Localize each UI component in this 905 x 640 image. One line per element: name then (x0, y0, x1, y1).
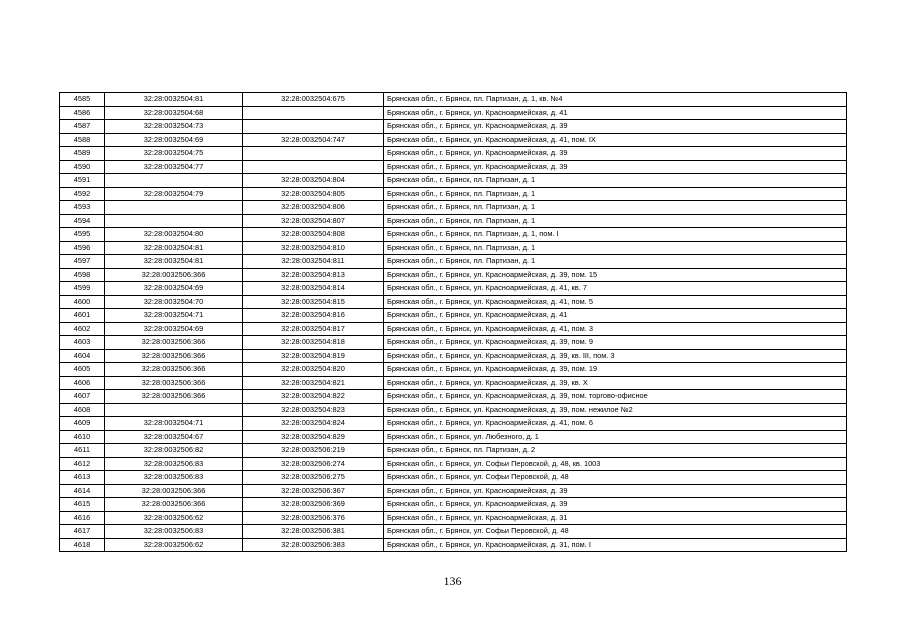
land-cadastral-number-cell: 32:28:0032506:366 (105, 363, 243, 377)
table-row (60, 376, 847, 390)
table-row (60, 187, 847, 201)
table-row (60, 106, 847, 120)
object-cadastral-number-cell: 32:28:0032504:824 (243, 417, 384, 431)
address-cell: Брянская обл., г. Брянск, ул. Красноармейская, д. 41, пом. 5 (384, 295, 847, 309)
object-cadastral-number-cell: 32:28:0032504:818 (243, 336, 384, 350)
land-cadastral-number-cell: 32:28:0032504:70 (105, 295, 243, 309)
table-row (60, 228, 847, 242)
row-number-cell: 4604 (60, 349, 105, 363)
address-cell: Брянская обл., г. Брянск, ул. Красноармейская, д. 39 (384, 160, 847, 174)
table-row (60, 430, 847, 444)
address-cell: Брянская обл., г. Брянск, ул. Софьи Перовской, д. 48 (384, 525, 847, 539)
address-cell: Брянская обл., г. Брянск, пл. Партизан, д. 1 (384, 187, 847, 201)
land-cadastral-number-cell (105, 403, 243, 417)
land-cadastral-number-cell: 32:28:0032506:83 (105, 457, 243, 471)
row-number-cell: 4601 (60, 309, 105, 323)
object-cadastral-number-cell: 32:28:0032504:817 (243, 322, 384, 336)
address-cell: Брянская обл., г. Брянск, ул. Любезного, д. 1 (384, 430, 847, 444)
table-row (60, 363, 847, 377)
land-cadastral-number-cell: 32:28:0032506:366 (105, 268, 243, 282)
land-cadastral-number-cell: 32:28:0032504:69 (105, 282, 243, 296)
land-cadastral-number-cell: 32:28:0032504:71 (105, 417, 243, 431)
row-number-cell: 4612 (60, 457, 105, 471)
address-cell: Брянская обл., г. Брянск, ул. Красноармейская, д. 41, пом. 6 (384, 417, 847, 431)
table-row (60, 295, 847, 309)
row-number-cell: 4614 (60, 484, 105, 498)
address-cell: Брянская обл., г. Брянск, ул. Софьи Перовской, д. 48 (384, 471, 847, 485)
row-number-cell: 4616 (60, 511, 105, 525)
object-cadastral-number-cell: 32:28:0032506:367 (243, 484, 384, 498)
object-cadastral-number-cell: 32:28:0032504:819 (243, 349, 384, 363)
table-row (60, 336, 847, 350)
land-cadastral-number-cell: 32:28:0032506:366 (105, 498, 243, 512)
land-cadastral-number-cell: 32:28:0032504:81 (105, 255, 243, 269)
land-cadastral-number-cell: 32:28:0032504:80 (105, 228, 243, 242)
object-cadastral-number-cell: 32:28:0032506:381 (243, 525, 384, 539)
row-number-cell: 4592 (60, 187, 105, 201)
row-number-cell: 4589 (60, 147, 105, 161)
row-number-cell: 4585 (60, 93, 105, 107)
land-cadastral-number-cell (105, 174, 243, 188)
object-cadastral-number-cell: 32:28:0032506:275 (243, 471, 384, 485)
object-cadastral-number-cell: 32:28:0032506:274 (243, 457, 384, 471)
object-cadastral-number-cell: 32:28:0032504:822 (243, 390, 384, 404)
row-number-cell: 4586 (60, 106, 105, 120)
land-cadastral-number-cell (105, 201, 243, 215)
land-cadastral-number-cell: 32:28:0032506:366 (105, 484, 243, 498)
object-cadastral-number-cell: 32:28:0032504:815 (243, 295, 384, 309)
land-cadastral-number-cell: 32:28:0032504:69 (105, 133, 243, 147)
table-row (60, 174, 847, 188)
table-row (60, 525, 847, 539)
row-number-cell: 4595 (60, 228, 105, 242)
address-cell: Брянская обл., г. Брянск, пл. Партизан, д. 1, пом. I (384, 228, 847, 242)
table-row (60, 201, 847, 215)
address-cell: Брянская обл., г. Брянск, пл. Партизан, д. 2 (384, 444, 847, 458)
address-cell: Брянская обл., г. Брянск, ул. Красноармейская, д. 31, пом. I (384, 538, 847, 552)
address-cell: Брянская обл., г. Брянск, ул. Красноармейская, д. 41, кв. 7 (384, 282, 847, 296)
land-cadastral-number-cell (105, 214, 243, 228)
table-row (60, 120, 847, 134)
address-cell: Брянская обл., г. Брянск, пл. Партизан, д. 1, кв. №4 (384, 93, 847, 107)
table-row (60, 214, 847, 228)
table-row (60, 160, 847, 174)
row-number-cell: 4598 (60, 268, 105, 282)
table-row (60, 93, 847, 107)
address-cell: Брянская обл., г. Брянск, пл. Партизан, д. 1 (384, 174, 847, 188)
row-number-cell: 4593 (60, 201, 105, 215)
land-cadastral-number-cell: 32:28:0032506:83 (105, 525, 243, 539)
address-cell: Брянская обл., г. Брянск, ул. Красноармейская, д. 39, кв. X (384, 376, 847, 390)
land-cadastral-number-cell: 32:28:0032504:73 (105, 120, 243, 134)
table-row (60, 309, 847, 323)
land-cadastral-number-cell: 32:28:0032506:366 (105, 376, 243, 390)
row-number-cell: 4615 (60, 498, 105, 512)
object-cadastral-number-cell (243, 106, 384, 120)
row-number-cell: 4596 (60, 241, 105, 255)
address-cell: Брянская обл., г. Брянск, ул. Красноармейская, д. 31 (384, 511, 847, 525)
row-number-cell: 4617 (60, 525, 105, 539)
table-row (60, 147, 847, 161)
page-number: 136 (443, 574, 462, 588)
table-row (60, 268, 847, 282)
address-cell: Брянская обл., г. Брянск, ул. Красноармейская, д. 39, пом. торгово-офисное (384, 390, 847, 404)
object-cadastral-number-cell: 32:28:0032504:807 (243, 214, 384, 228)
table-row (60, 471, 847, 485)
object-cadastral-number-cell: 32:28:0032504:820 (243, 363, 384, 377)
address-cell: Брянская обл., г. Брянск, пл. Партизан, д. 1 (384, 214, 847, 228)
object-cadastral-number-cell: 32:28:0032504:805 (243, 187, 384, 201)
address-cell: Брянская обл., г. Брянск, ул. Красноармейская, д. 39 (384, 120, 847, 134)
object-cadastral-number-cell: 32:28:0032506:219 (243, 444, 384, 458)
object-cadastral-number-cell: 32:28:0032504:813 (243, 268, 384, 282)
object-cadastral-number-cell: 32:28:0032504:808 (243, 228, 384, 242)
address-cell: Брянская обл., г. Брянск, пл. Партизан, д. 1 (384, 201, 847, 215)
land-cadastral-number-cell: 32:28:0032506:62 (105, 538, 243, 552)
object-cadastral-number-cell: 32:28:0032506:383 (243, 538, 384, 552)
row-number-cell: 4603 (60, 336, 105, 350)
object-cadastral-number-cell: 32:28:0032506:376 (243, 511, 384, 525)
land-cadastral-number-cell: 32:28:0032504:77 (105, 160, 243, 174)
land-cadastral-number-cell: 32:28:0032504:81 (105, 241, 243, 255)
row-number-cell: 4597 (60, 255, 105, 269)
land-cadastral-number-cell: 32:28:0032504:71 (105, 309, 243, 323)
row-number-cell: 4610 (60, 430, 105, 444)
row-number-cell: 4618 (60, 538, 105, 552)
land-cadastral-number-cell: 32:28:0032506:62 (105, 511, 243, 525)
object-cadastral-number-cell: 32:28:0032504:823 (243, 403, 384, 417)
row-number-cell: 4605 (60, 363, 105, 377)
address-cell: Брянская обл., г. Брянск, ул. Красноармейская, д. 39, пом. нежилое №2 (384, 403, 847, 417)
row-number-cell: 4608 (60, 403, 105, 417)
object-cadastral-number-cell: 32:28:0032504:814 (243, 282, 384, 296)
table-row (60, 417, 847, 431)
row-number-cell: 4590 (60, 160, 105, 174)
address-cell: Брянская обл., г. Брянск, ул. Красноармейская, д. 41 (384, 106, 847, 120)
table-row (60, 511, 847, 525)
row-number-cell: 4591 (60, 174, 105, 188)
land-cadastral-number-cell: 32:28:0032504:68 (105, 106, 243, 120)
object-cadastral-number-cell: 32:28:0032504:804 (243, 174, 384, 188)
table-row (60, 282, 847, 296)
row-number-cell: 4587 (60, 120, 105, 134)
property-register-table (59, 92, 847, 552)
address-cell: Брянская обл., г. Брянск, ул. Красноармейская, д. 39, пом. 9 (384, 336, 847, 350)
row-number-cell: 4588 (60, 133, 105, 147)
table-row (60, 498, 847, 512)
row-number-cell: 4613 (60, 471, 105, 485)
address-cell: Брянская обл., г. Брянск, ул. Красноармейская, д. 39 (384, 498, 847, 512)
object-cadastral-number-cell: 32:28:0032506:369 (243, 498, 384, 512)
object-cadastral-number-cell: 32:28:0032504:821 (243, 376, 384, 390)
land-cadastral-number-cell: 32:28:0032504:81 (105, 93, 243, 107)
address-cell: Брянская обл., г. Брянск, ул. Красноармейская, д. 41, пом. IX (384, 133, 847, 147)
land-cadastral-number-cell: 32:28:0032504:75 (105, 147, 243, 161)
register-table-body (60, 93, 847, 552)
table-row (60, 390, 847, 404)
table-row (60, 538, 847, 552)
land-cadastral-number-cell: 32:28:0032506:83 (105, 471, 243, 485)
address-cell: Брянская обл., г. Брянск, ул. Красноармейская, д. 39, пом. 19 (384, 363, 847, 377)
row-number-cell: 4606 (60, 376, 105, 390)
land-cadastral-number-cell: 32:28:0032506:366 (105, 349, 243, 363)
object-cadastral-number-cell: 32:28:0032504:829 (243, 430, 384, 444)
table-row (60, 444, 847, 458)
table-row (60, 241, 847, 255)
object-cadastral-number-cell (243, 160, 384, 174)
land-cadastral-number-cell: 32:28:0032504:79 (105, 187, 243, 201)
table-row (60, 133, 847, 147)
object-cadastral-number-cell: 32:28:0032504:806 (243, 201, 384, 215)
object-cadastral-number-cell: 32:28:0032504:816 (243, 309, 384, 323)
table-row (60, 457, 847, 471)
land-cadastral-number-cell: 32:28:0032506:82 (105, 444, 243, 458)
row-number-cell: 4609 (60, 417, 105, 431)
object-cadastral-number-cell (243, 147, 384, 161)
address-cell: Брянская обл., г. Брянск, ул. Красноармейская, д. 39, кв. III, пом. 3 (384, 349, 847, 363)
table-row (60, 403, 847, 417)
address-cell: Брянская обл., г. Брянск, ул. Красноармейская, д. 41, пом. 3 (384, 322, 847, 336)
row-number-cell: 4599 (60, 282, 105, 296)
address-cell: Брянская обл., г. Брянск, ул. Красноармейская, д. 41 (384, 309, 847, 323)
table-row (60, 484, 847, 498)
address-cell: Брянская обл., г. Брянск, пл. Партизан, д. 1 (384, 241, 847, 255)
object-cadastral-number-cell: 32:28:0032504:747 (243, 133, 384, 147)
object-cadastral-number-cell: 32:28:0032504:810 (243, 241, 384, 255)
row-number-cell: 4594 (60, 214, 105, 228)
address-cell: Брянская обл., г. Брянск, ул. Софьи Перовской, д. 48, кв. 1003 (384, 457, 847, 471)
row-number-cell: 4600 (60, 295, 105, 309)
land-cadastral-number-cell: 32:28:0032506:366 (105, 390, 243, 404)
address-cell: Брянская обл., г. Брянск, ул. Красноармейская, д. 39 (384, 147, 847, 161)
object-cadastral-number-cell: 32:28:0032504:675 (243, 93, 384, 107)
table-row (60, 349, 847, 363)
row-number-cell: 4602 (60, 322, 105, 336)
land-cadastral-number-cell: 32:28:0032504:67 (105, 430, 243, 444)
table-row (60, 322, 847, 336)
address-cell: Брянская обл., г. Брянск, пл. Партизан, д. 1 (384, 255, 847, 269)
row-number-cell: 4611 (60, 444, 105, 458)
object-cadastral-number-cell: 32:28:0032504:811 (243, 255, 384, 269)
address-cell: Брянская обл., г. Брянск, ул. Красноармейская, д. 39, пом. 15 (384, 268, 847, 282)
land-cadastral-number-cell: 32:28:0032504:69 (105, 322, 243, 336)
table-row (60, 255, 847, 269)
row-number-cell: 4607 (60, 390, 105, 404)
object-cadastral-number-cell (243, 120, 384, 134)
land-cadastral-number-cell: 32:28:0032506:366 (105, 336, 243, 350)
address-cell: Брянская обл., г. Брянск, ул. Красноармейская, д. 39 (384, 484, 847, 498)
